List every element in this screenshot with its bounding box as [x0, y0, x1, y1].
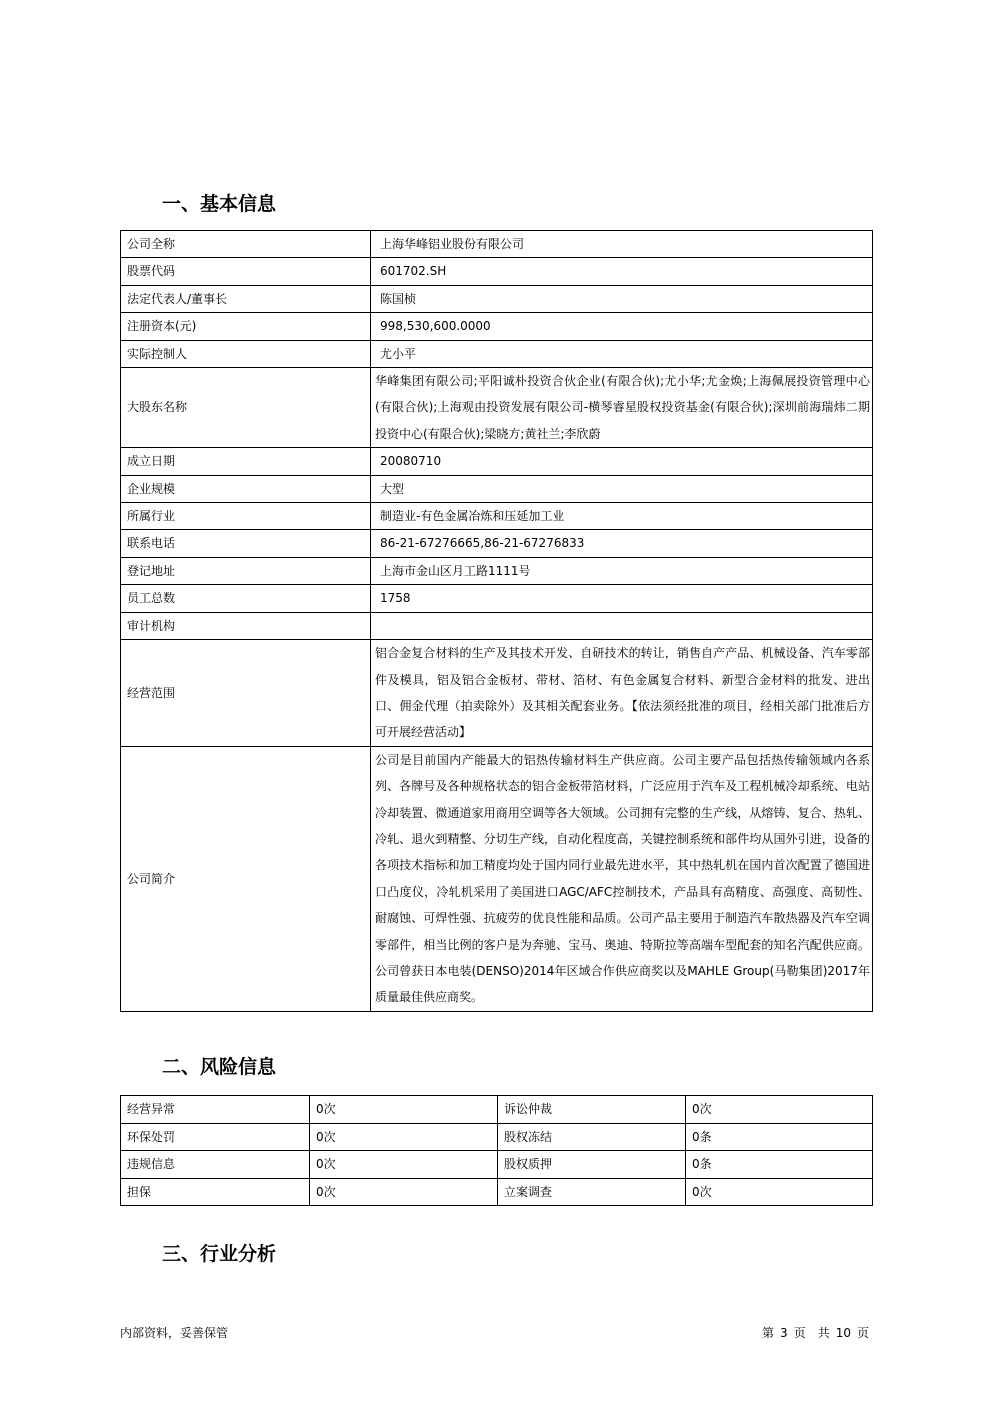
row-value: 大型 [371, 475, 873, 502]
page-total: 10 [835, 1326, 851, 1340]
row-label: 成立日期 [121, 448, 371, 475]
risk-label: 担保 [121, 1178, 310, 1206]
row-label: 审计机构 [121, 612, 371, 639]
row-label: 注册资本(元) [121, 313, 371, 340]
row-label: 所属行业 [121, 503, 371, 530]
basic-info-table [120, 230, 873, 1012]
table-row [121, 1123, 873, 1151]
table-row [121, 340, 873, 367]
risk-label: 诉讼仲裁 [498, 1096, 686, 1124]
row-value: 601702.SH [371, 258, 873, 285]
page-suffix: 页 [856, 1326, 869, 1340]
page-prefix: 第 [762, 1326, 775, 1340]
row-label: 股票代码 [121, 258, 371, 285]
risk-info-table [120, 1095, 873, 1206]
table-row [121, 1096, 873, 1124]
row-label: 登记地址 [121, 557, 371, 584]
row-value: 陈国桢 [371, 285, 873, 312]
row-value: 上海市金山区月工路1111号 [371, 557, 873, 584]
table-row [121, 557, 873, 584]
table-row [121, 640, 873, 747]
row-label: 联系电话 [121, 530, 371, 557]
risk-value: 0次 [686, 1096, 873, 1124]
risk-value: 0次 [310, 1096, 498, 1124]
table-row [121, 1178, 873, 1206]
table-row [121, 746, 873, 1011]
table-row [121, 285, 873, 312]
row-value: 998,530,600.0000 [371, 313, 873, 340]
risk-label: 环保处罚 [121, 1123, 310, 1151]
table-row [121, 503, 873, 530]
row-value: 制造业-有色金属冶炼和压延加工业 [371, 503, 873, 530]
row-value [371, 612, 873, 639]
risk-value: 0次 [310, 1123, 498, 1151]
risk-value: 0次 [686, 1178, 873, 1206]
section-title-risk-info: 二、风险信息 [162, 1056, 277, 1078]
row-value: 上海华峰铝业股份有限公司 [371, 231, 873, 258]
risk-value: 0条 [686, 1151, 873, 1179]
table-row [121, 231, 873, 258]
section-title-industry-analysis: 三、行业分析 [162, 1243, 277, 1265]
row-label: 企业规模 [121, 475, 371, 502]
row-label: 法定代表人/董事长 [121, 285, 371, 312]
row-value: 1758 [371, 585, 873, 612]
row-value: 华峰集团有限公司;平阳诚朴投资合伙企业(有限合伙);尤小华;尤金焕;上海佩展投资管理中心(有限合伙);上海观由投资发展有限公司-横琴睿星股权投资基金(有限合伙);深圳前海瑞炜二期投资中心(有限合伙);梁晓方;黄社兰;李欣蔚 [371, 368, 873, 448]
row-label: 公司简介 [121, 746, 371, 1011]
table-row [121, 585, 873, 612]
risk-value: 0条 [686, 1123, 873, 1151]
risk-label: 股权质押 [498, 1151, 686, 1179]
risk-label: 立案调查 [498, 1178, 686, 1206]
page-mid: 页 共 [793, 1326, 830, 1340]
risk-label: 股权冻结 [498, 1123, 686, 1151]
table-row [121, 448, 873, 475]
table-row [121, 530, 873, 557]
row-label: 大股东名称 [121, 368, 371, 448]
row-value: 铝合金复合材料的生产及其技术开发、自研技术的转让，销售自产产品、机械设备、汽车零部件及模具，铝及铝合金板材、带材、箔材、有色金属复合材料、新型合金材料的批发、进出口、佣金代理（拍卖除外）及其相关配套业务。【依法须经批准的项目，经相关部门批准后方可开展经营活动】 [371, 640, 873, 747]
table-row [121, 475, 873, 502]
row-label: 实际控制人 [121, 340, 371, 367]
row-value: 公司是目前国内产能最大的铝热传输材料生产供应商。公司主要产品包括热传输领域内各系列、各牌号及各种规格状态的铝合金板带箔材料，广泛应用于汽车及工程机械冷却系统、电站冷却装置、微通道家用商用空调等各大领域。公司拥有完整的生产线，从熔铸、复合、热轧、冷轧、退火到精整、分切生产线，自动化程度高，关键控制系统和部件均从国外引进，设备的各项技术指标和加工精度均处于国内同行业最先进水平，其中热轧机在国内首次配置了德国进口凸度仪，冷轧机采用了美国进口AGC/AFC控制技术，产品具有高精度、高强度、高韧性、耐腐蚀、可焊性强、抗疲劳的优良性能和品质。公司产品主要用于制造汽车散热器及汽车空调零部件，相当比例的客户是为奔驰、宝马、奥迪、特斯拉等高端车型配套的知名汽配供应商。公司曾获日本电装(DENSO)2014年区域合作供应商奖以及MAHLE Group(马勒集团)2017年质量最佳供应商奖。 [371, 746, 873, 1011]
table-row [121, 1151, 873, 1179]
risk-value: 0次 [310, 1178, 498, 1206]
row-label: 员工总数 [121, 585, 371, 612]
row-value: 86-21-67276665,86-21-67276833 [371, 530, 873, 557]
section-title-basic-info: 一、基本信息 [162, 193, 277, 215]
row-label: 公司全称 [121, 231, 371, 258]
row-value: 尤小平 [371, 340, 873, 367]
table-row [121, 612, 873, 639]
table-row [121, 258, 873, 285]
row-label: 经营范围 [121, 640, 371, 747]
footer-confidential-note: 内部资料，妥善保管 [120, 1326, 229, 1340]
risk-value: 0次 [310, 1151, 498, 1179]
table-row [121, 313, 873, 340]
risk-label: 经营异常 [121, 1096, 310, 1124]
table-row [121, 368, 873, 448]
page-current: 3 [780, 1326, 788, 1340]
row-value: 20080710 [371, 448, 873, 475]
footer-page-number [759, 1325, 872, 1341]
risk-label: 违规信息 [121, 1151, 310, 1179]
